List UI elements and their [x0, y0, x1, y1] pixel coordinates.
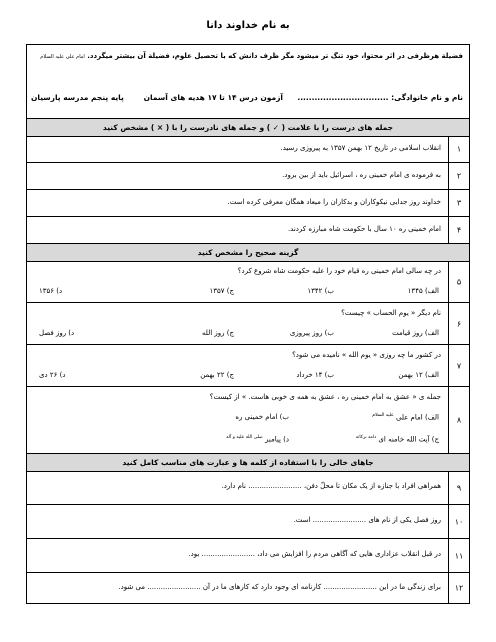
exam-sheet — [26, 44, 470, 604]
option-c[interactable] — [356, 435, 439, 443]
question-text: همراهی افراد با جنازه از یک مکان تا محلّ دفن، ........................ نام دارد. — [221, 482, 441, 490]
option-a-honorific: علیه السلام — [372, 413, 394, 418]
grade-label: پایه پنجم مدرسه پارسیان — [31, 93, 124, 102]
section-header-multiple-choice: گزینه صحیح را مشخص کنید — [27, 243, 469, 262]
quote-source: امام علی علیه السلام — [40, 54, 85, 60]
quote-text: فضیلة هرظرفی در اثر محتوا، خود تنگ تر میشود مگر ظرف دانش که با تحصیل علوم، فضیلة آن بیشتر میگردد. — [87, 52, 463, 60]
question-text: نام دیگر « یوم الحساب » چیست؟ — [341, 309, 441, 317]
question-text: در چه سالی امام خمینی ره قیام خود را علیه حکومت شاه شروع کرد؟ — [237, 267, 441, 275]
option-a-label: الف) امام علی — [396, 413, 439, 422]
question-number: ۳ — [456, 198, 462, 208]
option-d[interactable]: د) روز فصل — [39, 329, 75, 337]
question-row — [27, 505, 469, 539]
question-number: ۸ — [456, 415, 462, 425]
section-header-true-false: جمله های درست را با علامت ( ✓ ) و جمله های نادرست را با ( × ) مشخص کنید — [27, 118, 469, 137]
question-row — [27, 573, 469, 603]
question-number: ۱۱ — [454, 551, 464, 560]
question-number: ۴ — [456, 225, 462, 235]
question-number: ۱۲ — [454, 583, 464, 593]
option-a[interactable]: الف) ۱۳۴۵ — [407, 287, 439, 295]
question-row — [27, 387, 469, 453]
question-row — [27, 345, 469, 387]
question-row — [27, 471, 469, 505]
question-text: به فرموده ی امام خمینی ره ، اسرائیل باید از بین برود. — [282, 171, 441, 179]
question-number: ۱ — [456, 144, 462, 154]
question-row — [27, 539, 469, 573]
option-b[interactable]: ب) ۱۴ خرداد — [296, 371, 334, 379]
option-d-label: د) پیامبر — [265, 435, 289, 444]
option-b[interactable]: ب) امام خمینی ره — [235, 413, 289, 421]
option-c[interactable]: ج) ۱۳۵۷ — [209, 287, 234, 295]
question-number: ۱۰ — [454, 517, 464, 526]
question-text: روز فصل یکی از نام های ........................ است. — [293, 516, 441, 524]
option-a[interactable] — [372, 413, 439, 421]
question-row — [27, 163, 469, 190]
question-text: برای زندگی ما در این ........................ کارنامه ای وجود دارد که کارهای ما در آن ........................ می شود. — [118, 583, 441, 591]
question-text: در قبل انقلاب عزاداری هایی که آگاهی مردم را افزایش می داد، ........................ بود. — [188, 550, 441, 558]
option-b[interactable]: ب) روز پیروزی — [289, 329, 334, 337]
question-text: خداوند روز جدایی نیکوکاران و بدکاران را میعاد همگان معرفی کرده است. — [227, 198, 441, 206]
question-number: ۲ — [456, 171, 462, 181]
name-label: نام و نام خانوادگی: ................................ — [297, 93, 463, 102]
page-title: به نام خداوند دانا — [206, 20, 290, 31]
question-number: ۷ — [456, 361, 462, 370]
question-row — [27, 217, 469, 243]
question-row — [27, 190, 469, 217]
question-text: انقلاب اسلامی در تاریخ ۱۲ بهمن ۱۳۵۷ به پیروزی رسید. — [280, 144, 441, 152]
quote-box — [31, 51, 463, 62]
option-b[interactable]: ب) ۱۳۴۲ — [307, 287, 334, 295]
question-number: ۶ — [456, 319, 462, 328]
option-a[interactable]: الف) ۱۲ بهمن — [398, 371, 439, 379]
question-text: امام خمینی ره ۱۰ سال با حکومت شاه مبارزه کردند. — [287, 225, 441, 233]
option-d-honorific: صلی الله علیه و آله — [226, 435, 263, 440]
question-number: ۵ — [456, 277, 462, 286]
section-header-fill-blank: جاهای خالی را با استفاده از کلمه ها و عبارت های مناسب کامل کنید — [27, 453, 469, 472]
option-d[interactable] — [226, 435, 289, 443]
option-c-label: ج) آیت الله خامنه ای — [378, 435, 439, 444]
student-info — [31, 93, 463, 107]
option-d[interactable]: د) ۲۶ دی — [39, 371, 66, 379]
option-c[interactable]: ج) ۲۲ بهمن — [200, 371, 234, 379]
option-c[interactable]: ج) روز الله — [202, 329, 234, 337]
question-row — [27, 261, 469, 303]
question-number: ۹ — [456, 483, 462, 492]
question-text: جمله ی « عشق به امام خمینی ره ، عشق به همه ی خوبی هاست. » از کیست؟ — [209, 393, 441, 401]
question-text: در کشور ما چه روزی « یوم الله » نامیده می شود؟ — [292, 351, 441, 359]
question-row — [27, 303, 469, 345]
exam-label: آزمون درس ۱۴ تا ۱۷ هدیه های آسمان — [143, 93, 283, 102]
option-c-honorific: دامه برکاته — [355, 435, 377, 440]
question-row — [27, 136, 469, 163]
option-d[interactable]: د) ۱۳۵۶ — [39, 287, 63, 295]
option-a[interactable]: الف) روز قیامت — [392, 329, 439, 337]
